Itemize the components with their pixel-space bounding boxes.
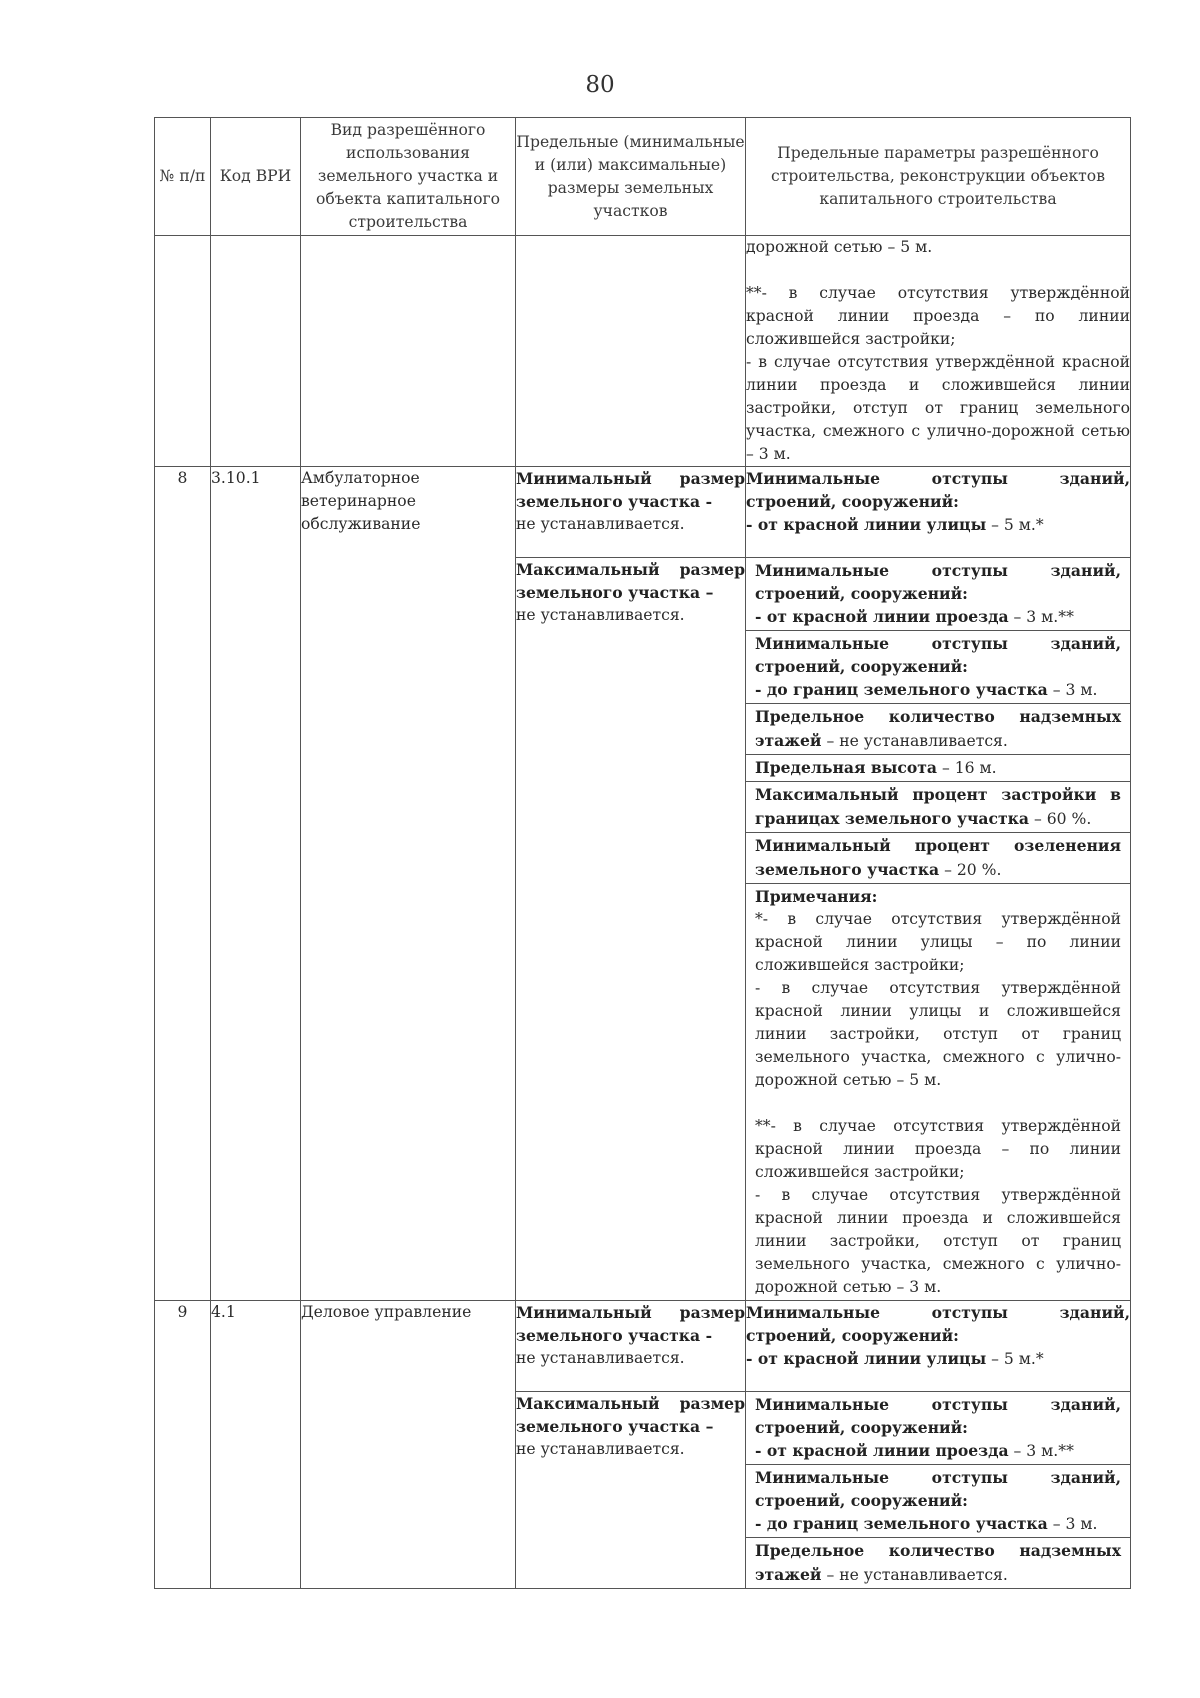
header-sizes: Предельные (минимальные и (или) максимальные) размеры земельных участков [516,118,746,236]
min-size-cell: Минимальный размер земельного участка - не устанавливается. [516,1301,746,1392]
row-number: 9 [155,1301,211,1589]
table-row-continuation [155,236,1131,467]
setback-drive-cell: Минимальные отступы зданий, строений, сооружений: - от красной линии проезда – 3 м.** [755,561,1121,626]
setback-drive-cell: Минимальные отступы зданий, строений, сооружений: - от красной линии проезда – 3 м.** [755,1395,1121,1460]
header-params: Предельные параметры разрешённого строительства, реконструкции объектов капитального строительства [746,118,1131,236]
header-kind: Вид разрешённого использования земельного участка и объекта капитального строительства [301,118,516,236]
setback-border-cell: Минимальные отступы зданий, строений, сооружений: - до границ земельного участка – 3 м. [746,1464,1130,1537]
greening-cell: Минимальный процент озеленения земельного участка – 20 %. [746,832,1130,883]
row-code: 3.10.1 [211,467,301,1301]
floors-cell: Предельное количество надземных этажей – не устанавливается. [746,1537,1130,1588]
height-cell: Предельная высота – 16 м. [746,754,1130,781]
table-header-row [155,118,1131,236]
table-row [155,1301,1131,1392]
row-kind: Амбулаторное ветеринарное обслуживание [301,467,516,1301]
min-size-cell: Минимальный размер земельного участка - не устанавливается. [516,467,746,558]
regulations-table [154,117,1131,1589]
params-stack [746,1392,1131,1589]
floors-cell: Предельное количество надземных этажей – не устанавливается. [746,703,1130,754]
row-kind: Деловое управление [301,1301,516,1589]
row-number: 8 [155,467,211,1301]
setback-border-cell: Минимальные отступы зданий, строений, сооружений: - до границ земельного участка – 3 м. [746,630,1130,703]
setback-street-cell: Минимальные отступы зданий, строений, сооружений: - от красной линии улицы – 5 м.* [746,1301,1131,1392]
table-row [155,467,1131,558]
coverage-cell: Максимальный процент застройки в границах земельного участка – 60 %. [746,781,1130,832]
notes-cell: Примечания: *- в случае отсутствия утверждённой красной линии улицы – по линии сложившейся застройки; - в случае отсутствия утверждённой красной линии улицы и сложившейся линии застройки, отступ от границ земельного участка, смежного с улично-дорожной сетью – 5 м. **- в случае отсутствия утверждённой красной линии проезда – по линии сложившейся застройки; - в случае отсутствия утверждённой красной линии проезда и сложившейся линии застройки, отступ от границ земельного участка, смежного с улично-дорожной сетью – 3 м. [746,883,1130,1300]
row-code: 4.1 [211,1301,301,1589]
continuation-notes: дорожной сетью – 5 м. **- в случае отсутствия утверждённой красной линии проезда – по линии сложившейся застройки; - в случае отсутствия утверждённой красной линии проезда и сложившейся линии застройки, отступ от границ земельного участка, смежного с улично-дорожной сетью – 3 м. [746,236,1131,467]
header-num: № п/п [155,118,211,236]
max-size-cell: Максимальный размер земельного участка – не устанавливается. [516,1392,746,1589]
header-code: Код ВРИ [211,118,301,236]
setback-street-cell: Минимальные отступы зданий, строений, сооружений: - от красной линии улицы – 5 м.* [746,467,1131,558]
params-stack [746,558,1131,1301]
max-size-cell: Максимальный размер земельного участка – не устанавливается. [516,558,746,1301]
page-number: 80 [585,72,615,98]
